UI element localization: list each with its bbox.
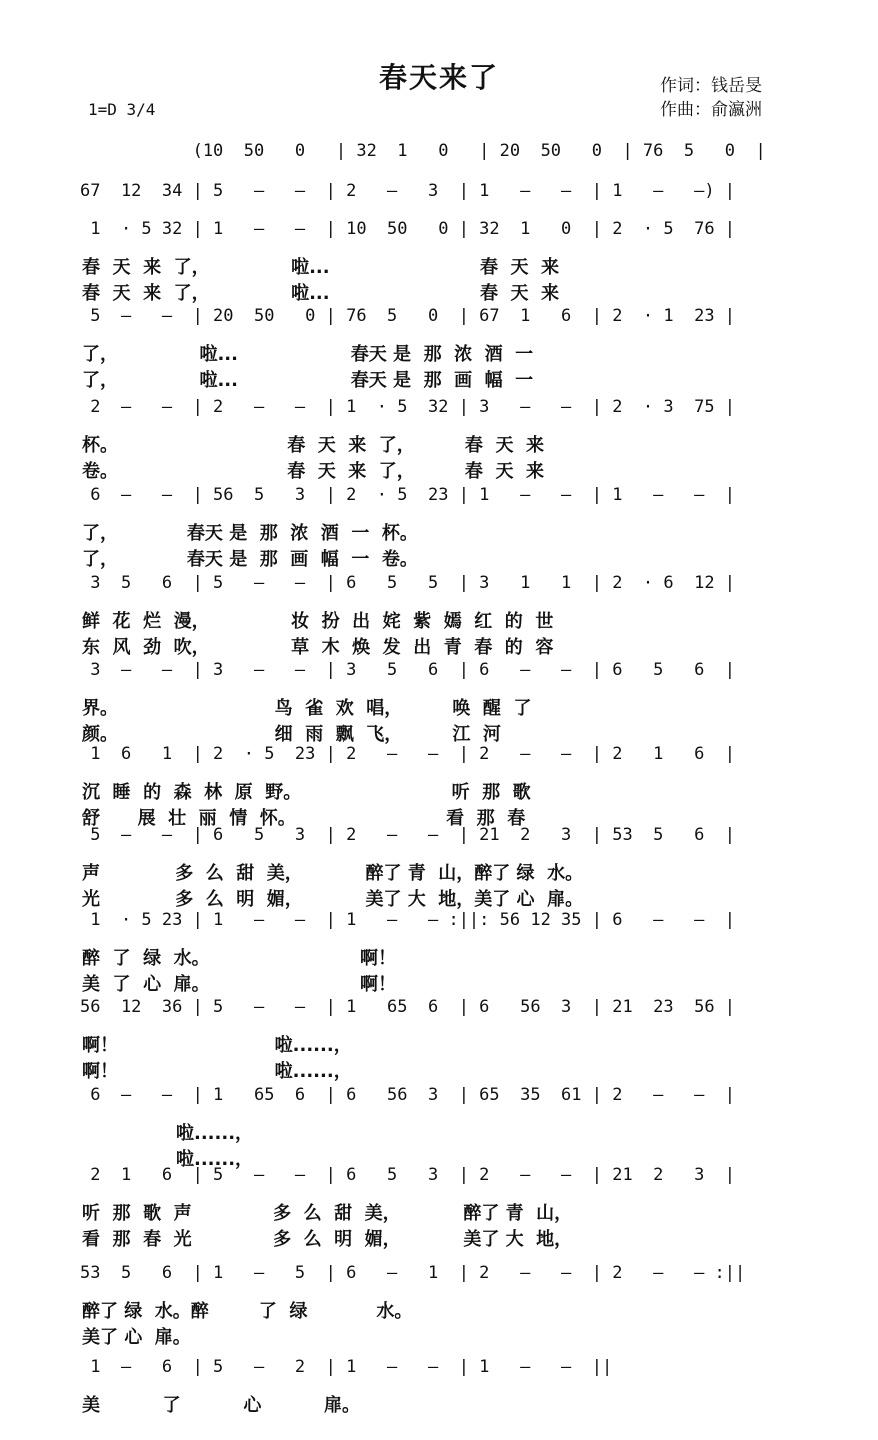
lyrics-verse-1: 声 多 么 甜 美， 醉了 青 山，醉了 绿 水。 (82, 863, 584, 884)
lyrics-verse-1: 杯。 春 天 来 了， 春 天 来 (82, 435, 544, 456)
notation: 67 12 34 | 5 — — | 2 — 3 | 1 — — | 1 — —) | (80, 181, 736, 201)
lyrics-verse-2: 颜。 细 雨 飘 飞， 江 河 (82, 724, 501, 745)
lyricist: 作词：钱岳旻 (660, 76, 762, 96)
notation: 1 — 6 | 5 — 2 | 1 — — | 1 — — || (80, 1357, 613, 1377)
lyrics-verse-2: 舒 展 壮 丽 情 怀。 看 那 春 (82, 808, 526, 829)
lyrics-verse-1: 听 那 歌 声 多 么 甜 美， 醉了 青 山， (82, 1203, 573, 1224)
lyrics-verse-2: 东 风 劲 吹， 草 木 焕 发 出 青 春 的 容 (82, 637, 554, 658)
lyrics-verse-1: 了， 春天 是 那 浓 酒 一 杯。 (82, 523, 418, 544)
notation: 1 6 1 | 2 · 5 23 | 2 — — | 2 — — | 2 1 6 | (80, 744, 736, 764)
lyrics-verse-2: 了， 春天 是 那 画 幅 一 卷。 (82, 549, 418, 570)
lyrics-verse-1: 鲜 花 烂 漫， 妆 扮 出 姹 紫 嫣 红 的 世 (82, 611, 554, 632)
notation: 2 1 6 | 5 — — | 6 5 3 | 2 — — | 21 2 3 | (80, 1165, 736, 1185)
notation: 1 · 5 23 | 1 — — | 1 — — :||: 56 12 35 | 6 — — | (80, 910, 736, 930)
notation: 6 — — | 56 5 3 | 2 · 5 23 | 1 — — | 1 — — | (80, 485, 736, 505)
lyrics-verse-2: 春 天 来 了， 啦... 春 天 来 (82, 283, 560, 304)
lyrics-verse-2: 美了 心 扉。 (82, 1327, 191, 1348)
lyrics-verse-1: 春 天 来 了， 啦... 春 天 来 (82, 257, 560, 278)
lyrics-verse-2: 啊！ 啦......， (82, 1061, 352, 1082)
lyrics-verse-2: 啦......， (82, 1149, 254, 1170)
notation: 1 · 5 32 | 1 — — | 10 50 0 | 32 1 0 | 2 · 5 76 | (80, 219, 736, 239)
lyrics-verse-2: 看 那 春 光 多 么 明 媚， 美了 大 地， (82, 1229, 573, 1250)
notation: 3 5 6 | 5 — — | 6 5 5 | 3 1 1 | 2 · 6 12 | (80, 573, 736, 593)
notation: 5 — — | 6 5 3 | 2 — — | 21 2 3 | 53 5 6 | (80, 825, 736, 845)
lyrics-verse-1: 醉 了 绿 水。 啊！ (82, 948, 396, 969)
lyrics-verse-1: 了， 啦... 春天 是 那 浓 酒 一 (82, 344, 534, 365)
notation: (10 50 0 | 32 1 0 | 20 50 0 | 76 5 0 | (80, 141, 766, 161)
lyrics-verse-1: 界。 鸟 雀 欢 唱， 唤 醒 了 (82, 698, 532, 719)
notation: 53 5 6 | 1 — 5 | 6 — 1 | 2 — — | 2 — — :|| (80, 1263, 746, 1283)
lyrics-verse-2: 了， 啦... 春天 是 那 画 幅 一 (82, 370, 534, 391)
lyrics-verse-1: 美 了 心 扉。 (82, 1395, 360, 1416)
lyrics-verse-2: 光 多 么 明 媚， 美了 大 地，美了 心 扉。 (82, 889, 584, 910)
notation: 5 — — | 20 50 0 | 76 5 0 | 67 1 6 | 2 · 1 23 | (80, 306, 736, 326)
notation: 6 — — | 1 65 6 | 6 56 3 | 65 35 61 | 2 — — | (80, 1085, 736, 1105)
lyrics-verse-1: 啦......， (82, 1123, 254, 1144)
lyrics-verse-1: 啊！ 啦......， (82, 1035, 352, 1056)
lyrics-verse-2: 卷。 春 天 来 了， 春 天 来 (82, 461, 544, 482)
lyrics-verse-1: 沉 睡 的 森 林 原 野。 听 那 歌 (82, 782, 531, 803)
lyrics-verse-1: 醉了 绿 水。醉 了 绿 水。 (82, 1301, 413, 1322)
composer: 作曲：俞瀛洲 (660, 100, 762, 120)
key-signature: 1=D 3/4 (88, 100, 156, 119)
notation: 56 12 36 | 5 — — | 1 65 6 | 6 56 3 | 21 23 56 | (80, 997, 736, 1017)
notation: 2 — — | 2 — — | 1 · 5 32 | 3 — — | 2 · 3 75 | (80, 397, 736, 417)
lyrics-verse-2: 美 了 心 扉。 啊！ (82, 974, 396, 995)
page-title: 春天来了 (378, 61, 499, 94)
notation: 3 — — | 3 — — | 3 5 6 | 6 — — | 6 5 6 | (80, 660, 736, 680)
